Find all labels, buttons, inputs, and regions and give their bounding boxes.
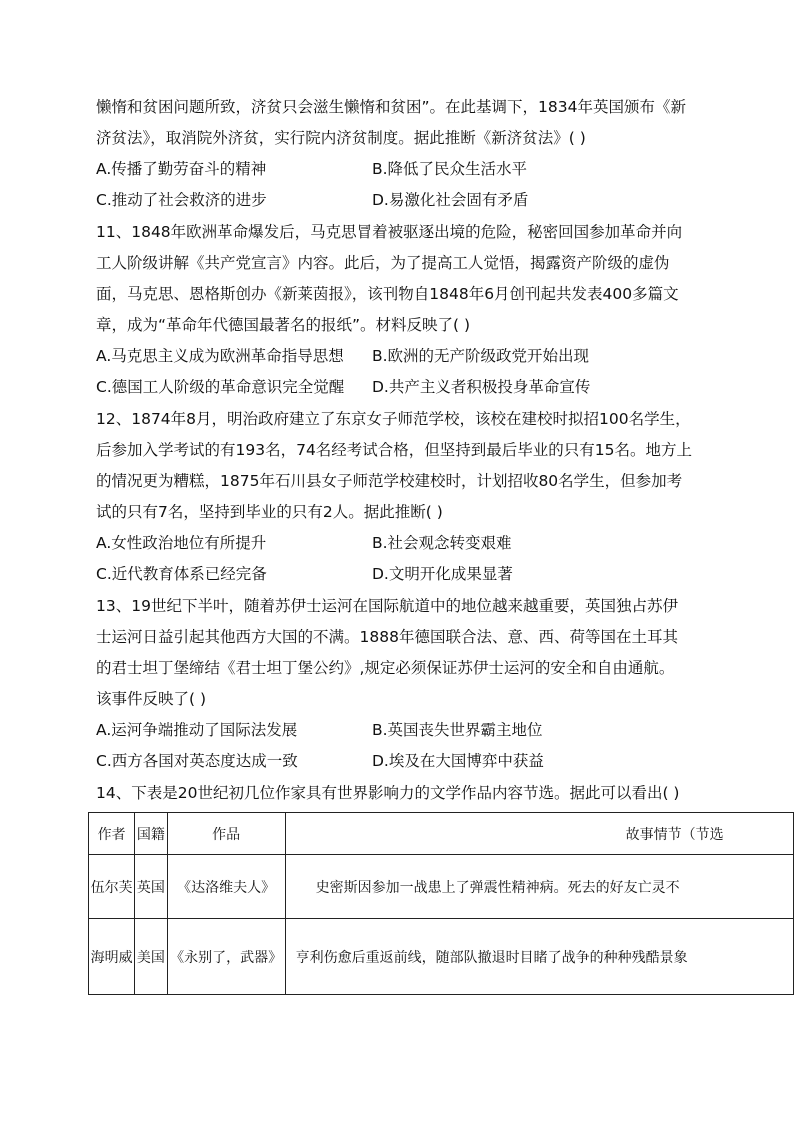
q12-text-line-1: 12、1874年8月，明治政府建立了东京女子师范学校，该校在建校时拟招100名学生， bbox=[96, 410, 691, 428]
q11-text-line-4: 章，成为“革命年代德国最著名的报纸”。材料反映了( ) bbox=[96, 316, 471, 334]
q12-text-line-3: 的情况更为糟糕，1875年石川县女子师范学校建校时，计划招收80名学生，但参加考 bbox=[96, 472, 683, 490]
q12-option-c[interactable]: C.近代教育体系已经完备 bbox=[96, 565, 267, 583]
cell-nationality: 英国 bbox=[135, 855, 167, 919]
cell-work: 《达洛维夫人》 bbox=[167, 855, 285, 919]
cell-plot: 亨利伤愈后重返前线，随部队撤退时目睹了战争的种种残酷景象 bbox=[285, 919, 793, 995]
cell-work: 《永别了，武器》 bbox=[167, 919, 285, 995]
q13-text-line-3: 的君士坦丁堡缔结《君士坦丁堡公约》,规定必须保证苏伊士运河的安全和自由通航。 bbox=[96, 659, 675, 677]
header-author: 作者 bbox=[89, 813, 135, 855]
q10-text-line-2: 济贫法》，取消院外济贫，实行院内济贫制度。据此推断《新济贫法》( ) bbox=[96, 129, 586, 147]
q10-option-c[interactable]: C.推动了社会救济的进步 bbox=[96, 191, 267, 209]
literature-table bbox=[88, 812, 794, 995]
q12-option-a[interactable]: A.女性政治地位有所提升 bbox=[96, 534, 267, 552]
header-nationality: 国籍 bbox=[135, 813, 167, 855]
header-work: 作品 bbox=[167, 813, 285, 855]
q11-text-line-1: 11、1848年欧洲革命爆发后，马克思冒着被驱逐出境的危险，秘密回国参加革命并向 bbox=[96, 223, 683, 241]
q13-option-a[interactable]: A.运河争端推动了国际法发展 bbox=[96, 721, 298, 739]
q13-text-line-4: 该事件反映了( ) bbox=[96, 690, 207, 708]
q13-option-c[interactable]: C.西方各国对英态度达成一致 bbox=[96, 752, 298, 770]
q10-option-b[interactable]: B.降低了民众生活水平 bbox=[372, 160, 528, 178]
cell-nationality: 美国 bbox=[135, 919, 167, 995]
q12-option-d[interactable]: D.文明开化成果显著 bbox=[372, 565, 513, 583]
q11-text-line-3: 面，马克思、恩格斯创办《新莱茵报》，该刊物自1848年6月创刊起共发表400多篇文 bbox=[96, 285, 679, 303]
q13-text-line-1: 13、19世纪下半叶，随着苏伊士运河在国际航道中的地位越来越重要，英国独占苏伊 bbox=[96, 597, 678, 615]
q11-text-line-2: 工人阶级讲解《共产党宣言》内容。此后，为了提高工人觉悟，揭露资产阶级的虚伪 bbox=[96, 254, 670, 272]
q10-text-line-1: 懒惰和贫困问题所致，济贫只会滋生懒惰和贫困”。在此基调下，1834年英国颁布《新 bbox=[96, 98, 686, 116]
q10-option-d[interactable]: D.易激化社会固有矛盾 bbox=[372, 191, 529, 209]
q11-option-b[interactable]: B.欧洲的无产阶级政党开始出现 bbox=[372, 347, 590, 365]
header-plot: 故事情节（节选 bbox=[285, 813, 793, 855]
cell-plot: 史密斯因参加一战患上了弹震性精神病。死去的好友亡灵不 bbox=[285, 855, 793, 919]
q11-option-c[interactable]: C.德国工人阶级的革命意识完全觉醒 bbox=[96, 378, 345, 396]
table-header-row bbox=[89, 813, 794, 855]
q12-option-b[interactable]: B.社会观念转变艰难 bbox=[372, 534, 512, 552]
q13-option-b[interactable]: B.英国丧失世界霸主地位 bbox=[372, 721, 543, 739]
q11-option-a[interactable]: A.马克思主义成为欧洲革命指导思想 bbox=[96, 347, 344, 365]
q12-text-line-4: 试的只有7名，坚持到毕业的只有2人。据此推断( ) bbox=[96, 503, 443, 521]
cell-author: 伍尔芙 bbox=[89, 855, 135, 919]
q14-stem: 14、下表是20世纪初几位作家具有世界影响力的文学作品内容节选。据此可以看出( ) bbox=[96, 784, 680, 802]
q13-option-d[interactable]: D.埃及在大国博弈中获益 bbox=[372, 752, 544, 770]
table-row bbox=[89, 855, 794, 919]
cell-author: 海明威 bbox=[89, 919, 135, 995]
q12-text-line-2: 后参加入学考试的有193名，74名经考试合格，但坚持到最后毕业的只有15名。地方上 bbox=[96, 441, 693, 459]
q13-text-line-2: 士运河日益引起其他西方大国的不满。1888年德国联合法、意、西、荷等国在土耳其 bbox=[96, 628, 678, 646]
q11-option-d[interactable]: D.共产主义者积极投身革命宣传 bbox=[372, 378, 591, 396]
q10-option-a[interactable]: A.传播了勤劳奋斗的精神 bbox=[96, 160, 267, 178]
table-row bbox=[89, 919, 794, 995]
